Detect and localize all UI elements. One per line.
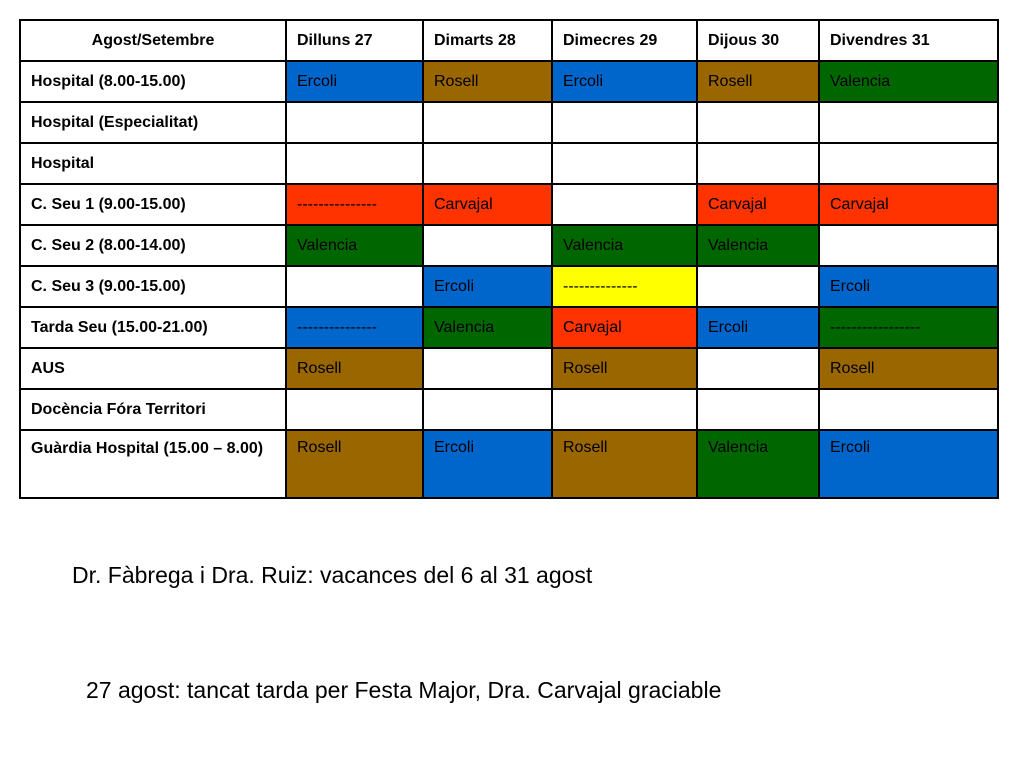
schedule-cell [423,389,552,430]
day-header: Dilluns 27 [286,20,423,61]
schedule-cell: Ercoli [552,61,697,102]
table-row [20,102,998,143]
schedule-cell [697,102,819,143]
day-header: Dijous 30 [697,20,819,61]
schedule-cell [286,102,423,143]
row-label: Docència Fóra Territori [20,389,286,430]
table-row [20,184,998,225]
day-header: Dimecres 29 [552,20,697,61]
schedule-cell: --------------- [286,184,423,225]
table-row [20,430,998,498]
schedule-cell [552,143,697,184]
table-row [20,266,998,307]
schedule-cell: Valencia [697,225,819,266]
schedule-body [20,20,998,498]
row-label: AUS [20,348,286,389]
schedule-cell [819,143,998,184]
schedule-cell: Carvajal [552,307,697,348]
schedule-cell: Ercoli [286,61,423,102]
schedule-cell [552,102,697,143]
row-label: C. Seu 2 (8.00-14.00) [20,225,286,266]
schedule-cell: Rosell [552,348,697,389]
schedule-cell: Rosell [697,61,819,102]
schedule-cell: Rosell [819,348,998,389]
schedule-cell [697,348,819,389]
row-label: Hospital (8.00-15.00) [20,61,286,102]
corner-header: Agost/Setembre [20,20,286,61]
schedule-cell: Ercoli [423,266,552,307]
schedule-cell: Rosell [552,430,697,498]
row-label: Hospital [20,143,286,184]
row-label: Hospital (Especialitat) [20,102,286,143]
table-row [20,225,998,266]
schedule-cell: Carvajal [697,184,819,225]
schedule-cell [423,225,552,266]
schedule-cell [423,348,552,389]
holiday-note: 27 agost: tancat tarda per Festa Major, Dra. Carvajal graciable [86,677,722,703]
table-row [20,348,998,389]
schedule-cell: ----------------- [819,307,998,348]
schedule-cell [697,266,819,307]
schedule-cell [423,102,552,143]
day-header: Dimarts 28 [423,20,552,61]
schedule-cell: Valencia [697,430,819,498]
schedule-cell [286,143,423,184]
schedule-cell: Ercoli [819,266,998,307]
schedule-cell [819,389,998,430]
table-row [20,307,998,348]
vacation-note: Dr. Fàbrega i Dra. Ruiz: vacances del 6 al 31 agost [72,562,593,588]
schedule-cell: Rosell [286,348,423,389]
row-label: C. Seu 1 (9.00-15.00) [20,184,286,225]
header-row [20,20,998,61]
schedule-cell: Ercoli [819,430,998,498]
schedule-cell: Carvajal [423,184,552,225]
schedule-cell: Valencia [819,61,998,102]
day-header: Divendres 31 [819,20,998,61]
row-label: C. Seu 3 (9.00-15.00) [20,266,286,307]
schedule-cell [552,389,697,430]
schedule-cell [697,389,819,430]
schedule-cell [819,225,998,266]
schedule-cell [697,143,819,184]
row-label: Guàrdia Hospital (15.00 – 8.00) [20,430,286,498]
schedule-cell: -------------- [552,266,697,307]
schedule-cell [286,266,423,307]
table-row [20,389,998,430]
schedule-cell [423,143,552,184]
schedule-cell: Valencia [286,225,423,266]
schedule-cell: Ercoli [697,307,819,348]
schedule-cell [286,389,423,430]
schedule-cell: Carvajal [819,184,998,225]
schedule-table [19,19,999,499]
table-row [20,143,998,184]
schedule-cell: --------------- [286,307,423,348]
schedule-cell [819,102,998,143]
schedule-cell: Rosell [286,430,423,498]
schedule-cell [552,184,697,225]
schedule-cell: Valencia [552,225,697,266]
schedule-cell: Rosell [423,61,552,102]
row-label: Tarda Seu (15.00-21.00) [20,307,286,348]
table-row [20,61,998,102]
schedule-cell: Ercoli [423,430,552,498]
schedule-cell: Valencia [423,307,552,348]
